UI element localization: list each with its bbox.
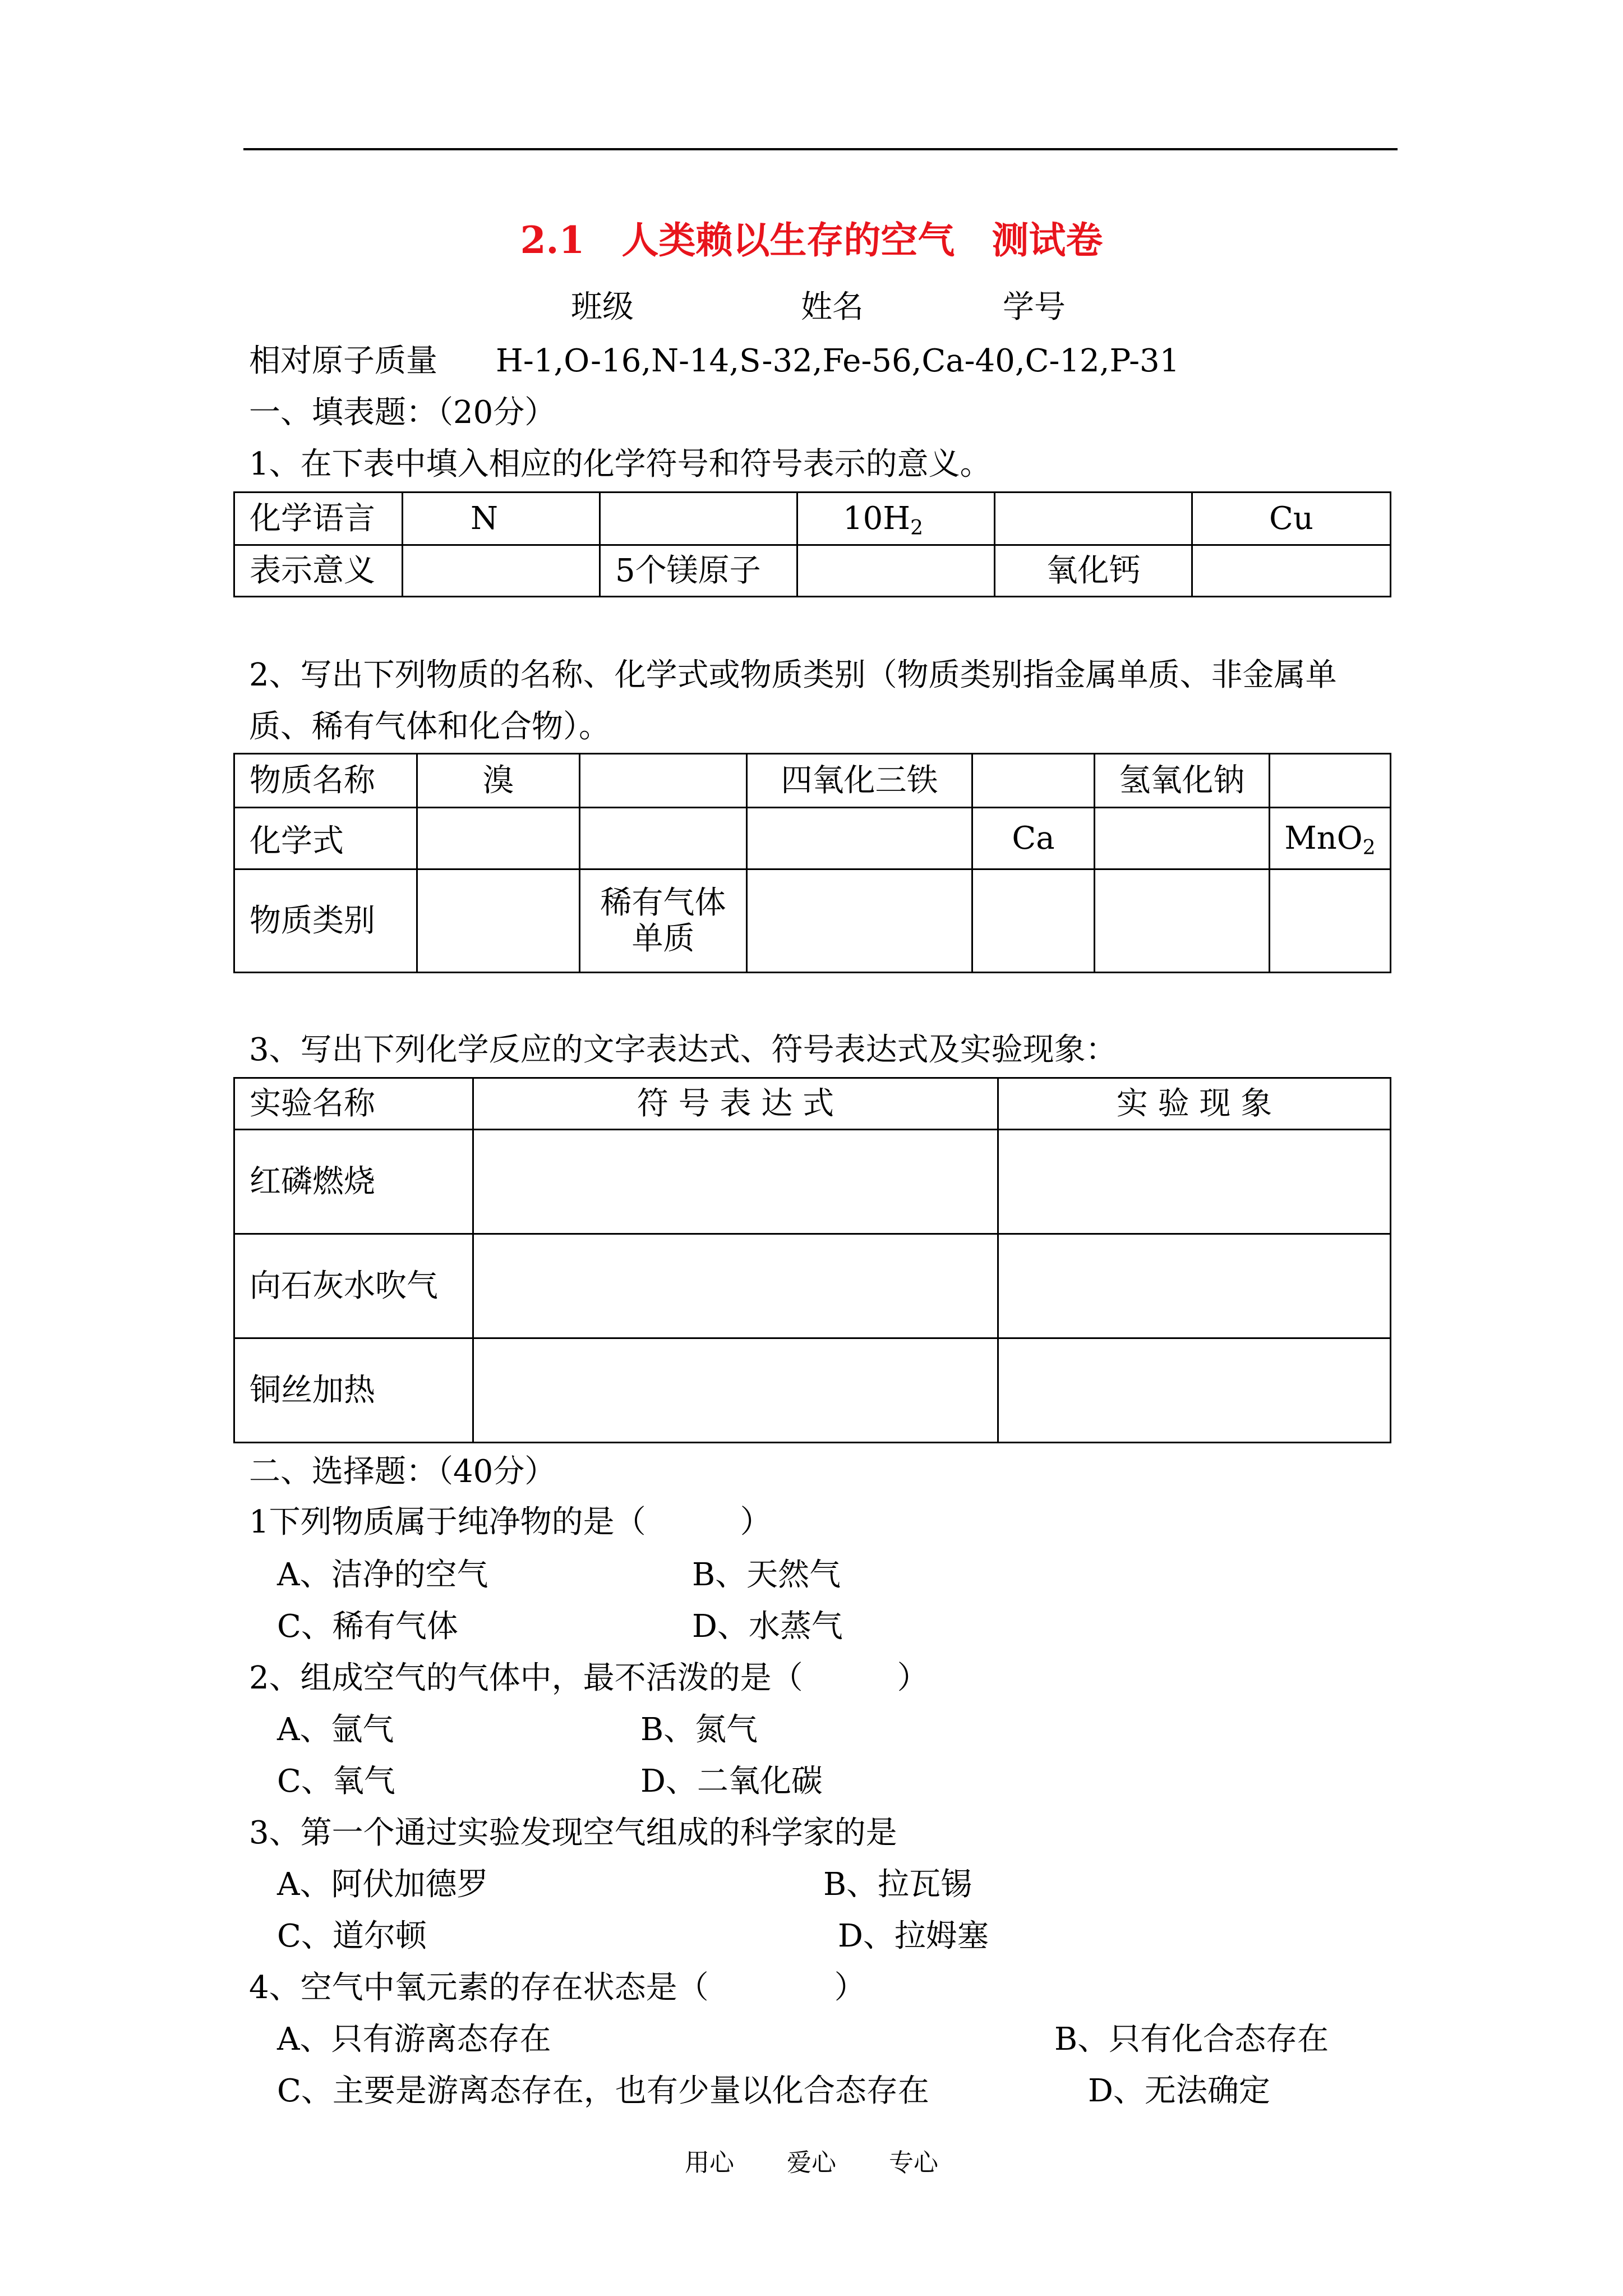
- table-cell: 5个镁原子: [600, 545, 797, 597]
- table-cell: 化学式: [234, 808, 417, 869]
- table-header: 符 号 表 达 式: [473, 1078, 998, 1130]
- table-cell: [1095, 869, 1270, 973]
- id-label: 学号: [1003, 289, 1066, 325]
- page-title: 2.1 人类赖以生存的空气 测试卷: [520, 218, 1103, 262]
- substance-table: [233, 753, 1391, 973]
- footer-word: 专心: [889, 2148, 938, 2177]
- table-header: 实验名称: [234, 1078, 473, 1130]
- table-row: [234, 808, 1391, 869]
- table-cell: 氧化钙: [995, 545, 1192, 597]
- table-cell: 表示意义: [234, 545, 403, 597]
- table-cell: [995, 493, 1192, 545]
- option-b: B、天然气: [692, 1557, 841, 1593]
- option-d: D、拉姆塞: [838, 1918, 989, 1954]
- question-stem: 3、第一个通过实验发现空气组成的科学家的是: [249, 1815, 897, 1851]
- table-cell: [972, 869, 1095, 973]
- table-row: [234, 493, 1391, 545]
- footer-word: 爱心: [787, 2148, 836, 2177]
- table-row: [234, 545, 1391, 597]
- option-c: C、主要是游离态存在，也有少量以化合态存在: [277, 2073, 929, 2109]
- formula-text: 10H: [843, 500, 911, 537]
- table-cell: 向石灰水吹气: [234, 1234, 473, 1338]
- table-row: [234, 754, 1391, 808]
- table-cell: Cu: [1192, 493, 1391, 545]
- table-cell: [1270, 808, 1391, 869]
- option-c: C、稀有气体: [277, 1608, 458, 1645]
- table-cell: [417, 808, 580, 869]
- table-cell: [403, 545, 600, 597]
- q1-prompt: 1、在下表中填入相应的化学符号和符号表示的意义。: [249, 446, 992, 482]
- table-cell: [797, 545, 995, 597]
- option-c: C、道尔顿: [277, 1918, 427, 1954]
- formula-text: MnO: [1284, 820, 1363, 857]
- table-cell: [580, 869, 747, 973]
- table-row: [234, 869, 1391, 973]
- table-cell: [747, 808, 972, 869]
- question-stem: 4、空气中氧元素的存在状态是（ ）: [249, 1970, 866, 2006]
- table-row: [234, 1130, 1391, 1234]
- option-a: A、只有游离态存在: [277, 2021, 551, 2058]
- category-text-line1: 稀有气体: [600, 884, 726, 921]
- table-cell: [580, 808, 747, 869]
- table-cell: 四氧化三铁: [747, 754, 972, 808]
- table-cell: [600, 493, 797, 545]
- subscript: 2: [1362, 836, 1376, 859]
- atomic-mass-values: H-1,O-16,N-14,S-32,Fe-56,Ca-40,C-12,P-31: [496, 343, 1180, 379]
- class-label: 班级: [571, 289, 634, 325]
- table-cell: [417, 869, 580, 973]
- table-cell: [580, 754, 747, 808]
- section2-heading: 二、选择题：（40分）: [249, 1453, 556, 1490]
- page-footer: [0, 2148, 1623, 2178]
- q2-prompt-line2: 质、稀有气体和化合物）。: [249, 708, 610, 745]
- table-cell: [1095, 808, 1270, 869]
- header-rule: [243, 148, 1398, 150]
- name-label: 姓名: [801, 289, 864, 325]
- table-row: [234, 1234, 1391, 1338]
- q3-prompt: 3、写出下列化学反应的文字表达式、符号表达式及实验现象：: [249, 1032, 1117, 1068]
- table-cell: [1270, 869, 1391, 973]
- category-text-line2: 单质: [631, 920, 695, 957]
- table-cell: N: [403, 493, 600, 545]
- table-cell: 物质类别: [234, 869, 417, 973]
- table-cell: [998, 1234, 1391, 1338]
- reaction-table: [233, 1077, 1391, 1443]
- table-cell: Ca: [972, 808, 1095, 869]
- symbol-table: [233, 491, 1391, 597]
- option-b: B、氮气: [640, 1711, 758, 1748]
- option-d: D、无法确定: [1088, 2073, 1270, 2109]
- option-d: D、水蒸气: [692, 1608, 843, 1645]
- table-cell: [972, 754, 1095, 808]
- table-cell: [747, 869, 972, 973]
- option-a: A、阿伏加德罗: [277, 1866, 488, 1903]
- option-d: D、二氧化碳: [640, 1763, 823, 1800]
- table-cell: 铜丝加热: [234, 1338, 473, 1443]
- atomic-mass-label: 相对原子质量: [249, 343, 437, 379]
- option-c: C、氧气: [277, 1763, 395, 1800]
- table-row: [234, 1078, 1391, 1130]
- table-cell: [998, 1130, 1391, 1234]
- table-cell: 化学语言: [234, 493, 403, 545]
- table-cell: 红磷燃烧: [234, 1130, 473, 1234]
- table-cell: [473, 1338, 998, 1443]
- question-stem: 2、组成空气的气体中，最不活泼的是（ ）: [249, 1660, 929, 1696]
- option-a: A、氩气: [277, 1711, 394, 1748]
- option-b: B、只有化合态存在: [1054, 2021, 1329, 2058]
- table-row: [234, 1338, 1391, 1443]
- option-a: A、洁净的空气: [277, 1557, 488, 1593]
- table-cell: [797, 493, 995, 545]
- q2-prompt-line1: 2、写出下列物质的名称、化学式或物质类别（物质类别指金属单质、非金属单: [249, 657, 1337, 693]
- option-b: B、拉瓦锡: [823, 1866, 972, 1903]
- table-cell: [473, 1130, 998, 1234]
- question-stem: 1下列物质属于纯净物的是（ ）: [249, 1504, 772, 1540]
- section1-heading: 一、填表题：（20分）: [249, 394, 556, 431]
- table-cell: [473, 1234, 998, 1338]
- subscript: 2: [910, 516, 923, 540]
- table-cell: [998, 1338, 1391, 1443]
- table-cell: 溴: [417, 754, 580, 808]
- footer-word: 用心: [685, 2148, 734, 2177]
- table-header: 实 验 现 象: [998, 1078, 1391, 1130]
- table-cell: [1192, 545, 1391, 597]
- table-cell: 氢氧化钠: [1095, 754, 1270, 808]
- table-cell: [1270, 754, 1391, 808]
- table-cell: 物质名称: [234, 754, 417, 808]
